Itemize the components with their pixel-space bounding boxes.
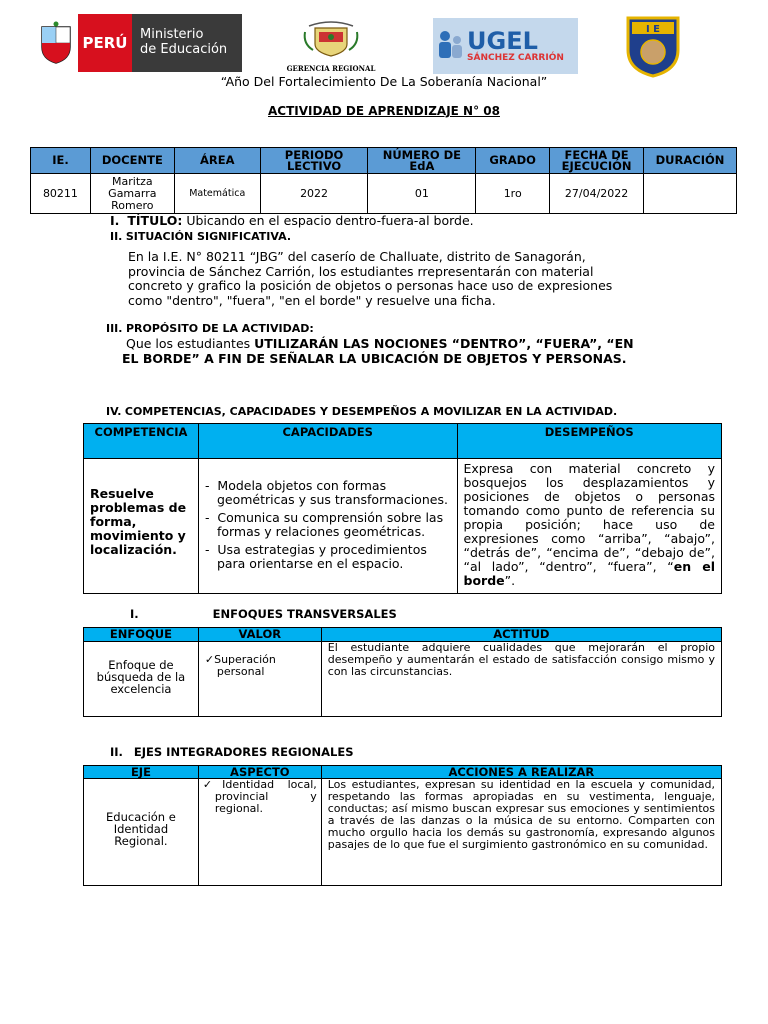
capacidad-text: Usa estrategias y procedimientos para orientarse en el espacio.: [216, 542, 427, 571]
eje-cell: Educación e Identidad Regional.: [84, 779, 199, 886]
info-cell-ie: 80211: [31, 174, 91, 214]
ministerio-line1: Ministerio: [140, 27, 204, 42]
section-number: II.: [110, 230, 123, 243]
enf-header-row: [84, 628, 722, 642]
info-cell-area: Matemática: [174, 174, 260, 214]
info-header-row: [31, 148, 737, 174]
info-cell-fecha: 27/04/2022: [550, 174, 644, 214]
section-titulo: [110, 213, 474, 228]
ie-badge-text: I E: [645, 24, 661, 35]
section-label: PROPÓSITO DE LA ACTIVIDAD:: [125, 322, 314, 335]
info-header: PERIODO LECTIVO: [260, 148, 368, 174]
section-enfoques: [130, 607, 397, 621]
capacidades-list: [199, 459, 457, 571]
info-cell-duracion: [644, 174, 737, 214]
capacidad-text: Comunica su comprensión sobre las formas y relaciones geométricas.: [216, 510, 444, 539]
aspecto-text: Identidad local, provincial y regional.: [214, 778, 317, 815]
enf-header: VALOR: [198, 628, 321, 642]
acciones-cell: Los estudiantes, expresan su identidad en la escuela y comunidad, respetando las formas apropiadas en su vestimenta, lenguaje, conductas; así mismo buscan expresar sus emociones y sentimientos a través de las danzas o la música de su entorno. Comparten con mucho orgullo hacia los demás su gastronomía, expresando algunos pasajes de lo que fue el surgimiento gastronómico en su comunidad.: [321, 779, 721, 886]
aspecto-cell: [198, 779, 321, 886]
section-competencias: [106, 405, 617, 418]
peru-label: PERÚ: [78, 14, 132, 72]
info-cell-numero: 01: [368, 174, 476, 214]
desempenos-cell: [457, 459, 722, 594]
ugel-logo: [433, 18, 578, 74]
ugel-figures-icon: [433, 26, 467, 66]
info-table: [30, 147, 737, 214]
valor-cell: [198, 642, 321, 717]
proposito-intro: Que los estudiantes: [126, 336, 255, 351]
desempeno-end: ”.: [504, 573, 516, 588]
desempeno-bold: en el borde: [463, 559, 715, 588]
eje-data-row: [84, 779, 722, 886]
proposito-bold-1: UTILIZARÁN LAS NOCIONES “DENTRO”, “FUERA”, “EN: [254, 336, 634, 351]
section-number: I.: [110, 213, 120, 228]
enfoques-table: [83, 627, 722, 717]
info-cell-grado: 1ro: [476, 174, 550, 214]
checkmark-icon: ✓: [202, 778, 223, 791]
info-header: GRADO: [476, 148, 550, 174]
valor-text: Superación personal: [214, 653, 276, 678]
section-number: IV.: [106, 405, 122, 418]
section-number: II.: [110, 745, 123, 759]
section-proposito: [106, 322, 314, 335]
capacidades-cell: [198, 459, 457, 594]
aspecto-item: [203, 779, 317, 815]
competencias-table: [83, 423, 722, 594]
enf-data-row: [84, 642, 722, 717]
comp-header: DESEMPEÑOS: [457, 424, 722, 459]
section-label: ENFOQUES TRANSVERSALES: [212, 607, 397, 621]
competencia-cell: Resuelve problemas de forma, movimiento y localización.: [84, 459, 199, 594]
header-logos: [0, 14, 768, 78]
info-cell-docente: Maritza Gamarra Romero: [90, 174, 174, 214]
eje-header: ASPECTO: [198, 766, 321, 779]
list-item: - Comunica su comprensión sobre las formas y relaciones geométricas.: [204, 510, 444, 539]
comp-data-row: [84, 459, 722, 594]
section-situacion: [110, 230, 291, 243]
eje-header-row: [84, 766, 722, 779]
list-item: - Modela objetos con formas geométricas y sus transformaciones.: [204, 478, 448, 507]
section-number: III.: [106, 322, 123, 335]
situacion-text: En la I.E. N° 80211 “JBG” del caserío de Challuate, distrito de Sanagorán, provincia de Sánchez Carrión, los estudiantes rrepresentarán con material concreto y grafico la posición de objetos o personas hace uso de expresiones como "dentro", "fuera", "en el borde" y resuelve una ficha.: [128, 249, 613, 308]
eje-header: ACCIONES A REALIZAR: [321, 766, 721, 779]
school-badge-logo: [620, 14, 686, 78]
enfoque-cell: Enfoque de búsqueda de la excelencia: [84, 642, 199, 717]
coat-of-arms-icon: [301, 18, 361, 58]
list-item: - Usa estrategias y procedimientos para orientarse en el espacio.: [204, 542, 427, 571]
ejes-table: [83, 765, 722, 886]
section-label: SITUACIÓN SIGNIFICATIVA.: [125, 230, 291, 243]
info-data-row: [31, 174, 737, 214]
minedu-logo: [34, 14, 242, 72]
eje-header: EJE: [84, 766, 199, 779]
ministerio-line2: de Educación: [140, 42, 228, 57]
capacidad-text: Modela objetos con formas geométricas y sus transformaciones.: [216, 478, 448, 507]
motto: “Año Del Fortalecimiento De La Soberanía Nacional”: [220, 74, 548, 89]
section-label: EJES INTEGRADORES REGIONALES: [133, 745, 354, 759]
section-number: I.: [130, 607, 139, 621]
ministerio-label: [132, 14, 242, 72]
enf-header: ENFOQUE: [84, 628, 199, 642]
comp-header: COMPETENCIA: [84, 424, 199, 459]
info-header: NÚMERO DE EdA: [368, 148, 476, 174]
titulo-text: Ubicando en el espacio dentro-fuera-al borde.: [182, 213, 474, 228]
desempeno-text: Expresa con material concreto y bosquejos los desplazamientos y posiciones de objetos o personas tomando como punto de referencia su propia posición; hace uso de expresiones como “arriba”, “abajo”, “detrás de”, “encima de”, “debajo de”, “al lado”, “dentro”, “fuera”, “: [463, 461, 715, 574]
enf-header: ACTITUD: [321, 628, 721, 642]
info-header: IE.: [31, 148, 91, 174]
info-header: DOCENTE: [90, 148, 174, 174]
checkmark-icon: ✓: [204, 653, 215, 666]
proposito-bold-2: EL BORDE” A FIN DE SEÑALAR LA UBICACIÓN DE OBJETOS Y PERSONAS.: [122, 351, 627, 366]
info-cell-periodo: 2022: [260, 174, 368, 214]
section-label: TÍTULO:: [127, 213, 183, 228]
valor-item: [205, 654, 317, 678]
page-title: ACTIVIDAD DE APRENDIZAJE N° 08: [268, 104, 500, 118]
info-header: ÁREA: [174, 148, 260, 174]
info-header: DURACIÓN: [644, 148, 737, 174]
gerencia-regional-logo: [283, 18, 379, 74]
ugel-subtitle: SÁNCHEZ CARRIÓN: [467, 53, 564, 63]
actitud-cell: El estudiante adquiere cualidades que mejorarán el propio desempeño y aumentarán el estado de satisfacción consigo mismo y con las circunstancias.: [321, 642, 721, 717]
proposito-line1: [126, 337, 666, 352]
info-header: FECHA DE EJECUCIÓN: [550, 148, 644, 174]
gerencia-label: GERENCIA REGIONAL: [286, 64, 376, 73]
peru-shield-icon: [34, 14, 78, 72]
section-ejes: [110, 745, 354, 759]
ugel-title: UGEL: [467, 27, 538, 55]
section-label: COMPETENCIAS, CAPACIDADES Y DESEMPEÑOS A MOVILIZAR EN LA ACTIVIDAD.: [124, 405, 618, 418]
comp-header: CAPACIDADES: [198, 424, 457, 459]
comp-header-row: [84, 424, 722, 459]
